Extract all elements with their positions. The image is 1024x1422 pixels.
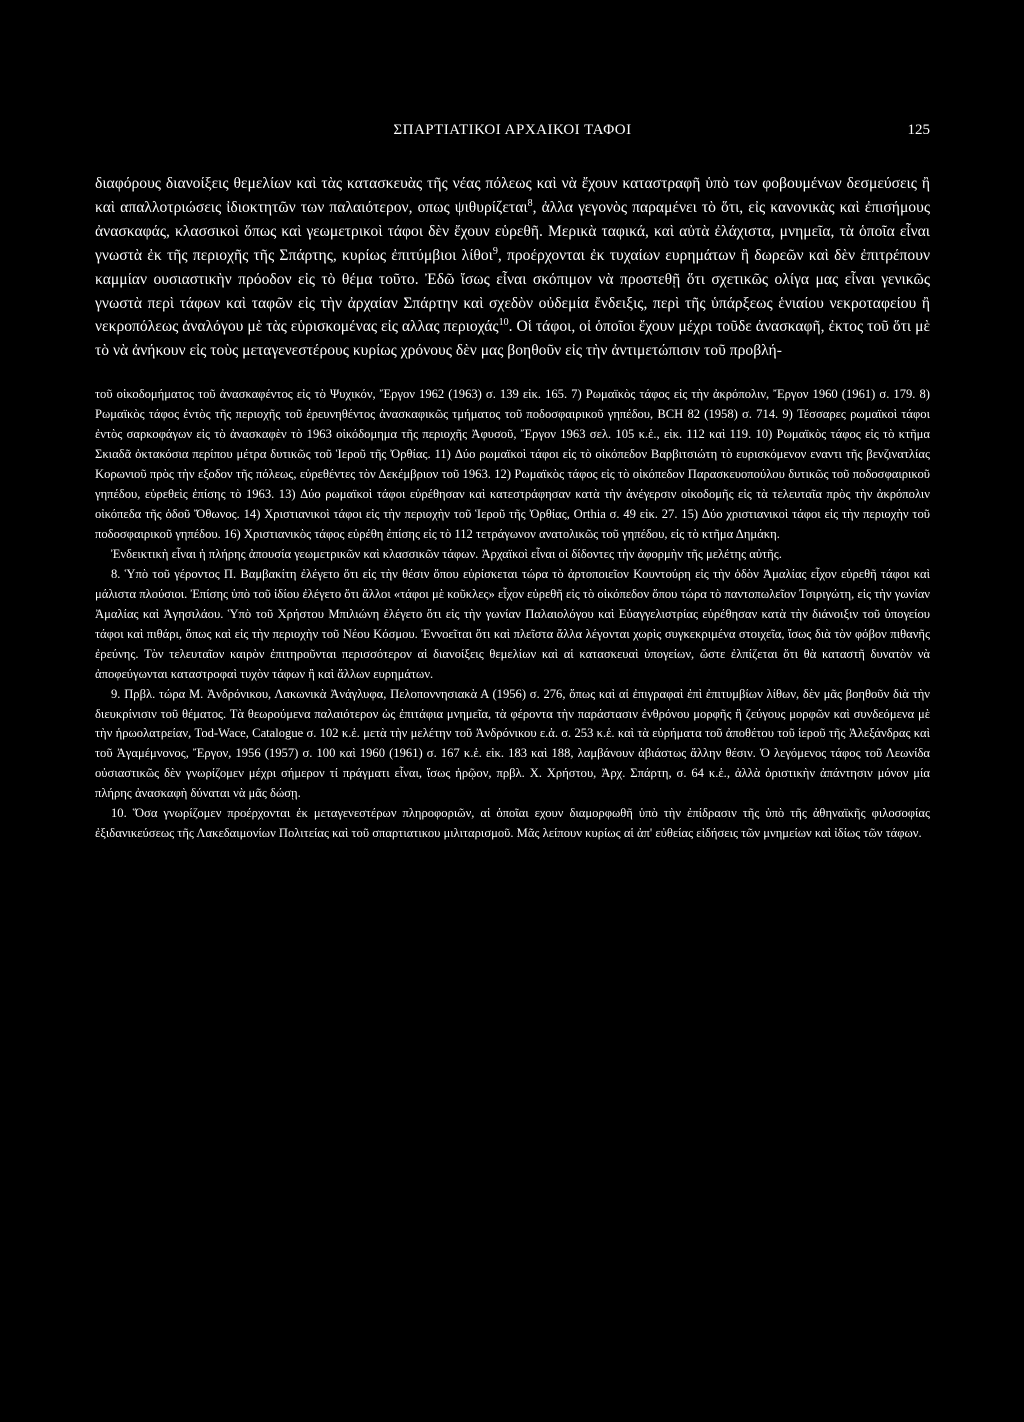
page-number: 125 bbox=[907, 122, 930, 138]
footnote-7-continuation: τοῦ οἰκοδομήματος τοῦ ἀνασκαφέντος εἰς τὸ Ψυχικόν, Ἔργον 1962 (1963) σ. 139 εἰκ. 165. 7) Ρωμαϊκὸς τάφος εἰς τὴν ἀκρόπολιν, Ἔργον 1960 (1961) σ. 179. 8) Ρωμαϊκὸς τάφος ἐντὸς τῆς περιοχῆς τοῦ ἐρευνηθέντος ἀνασκαφικῶς τμήματος τοῦ ποδοσφαιρικοῦ γηπέδου, BCH 82 (1958) σ. 714. 9) Τέσσαρες ρωμαϊκοὶ τάφοι ἐντὸς σαρκοφάγων εἰς τὸ ἀνασκαφὲν τὸ 1963 οἰκόδομημα τῆς περιοχῆς Ἀφυσοῦ, Ἔργον 1963 σελ. 105 κ.ἑ., εἰκ. 112 καὶ 119. 10) Ρωμαϊκὸς τάφος εἰς τὸ κτῆμα Σκιαδᾶ ὀκτακόσια περίπου μέτρα δυτικῶς τοῦ Ἱεροῦ τῆς Ὀρθίας. 11) Δύο ρωμαϊκοὶ τάφοι εἰς τὸ οἰκόπεδον Βαρβιτσιώτη τὸ ευρισκόμενον εναντι τῆς βενζινατλίας Κορωνιοῦ πρὸς τὴν εξοδον τῆς πόλεως, εὑρεθέντες τὸν Δεκέμβριον τοῦ 1963. 12) Ρωμαϊκὸς τάφος εἰς τὸ οἰκόπεδον Παρασκευοπούλου δυτικῶς τοῦ ποδοσφαιρικοῦ γηπέδου, εὑρεθεὶς ἐπίσης τὸ 1963. 13) Δύο ρωμαϊκοὶ τάφοι εὑρέθησαν καὶ κατεστράφησαν κατὰ τὴν ἀνέγερσιν οἰκοδομῆς εἰς τὰ τελευταῖα πρὸς τὴν ἀκρόπολιν οἰκόπεδα τῆς ὁδοῦ Ὄθωνος. 14) Χριστιανικοὶ τάφοι εἰς τὴν περιοχὴν τοῦ Ἱεροῦ τῆς Ὀρθίας, Orthia σ. 49 εἰκ. 27. 15) Δύο χριστιανικοὶ τάφοι εἰς τὴν περιοχὴν τοῦ ποδοσφαιρικοῦ γηπέδου. 16) Χριστιανικὸς τάφος εὑρέθη ἐπίσης εἰς τὸ 112 τετράγωνον ανατολικῶς τοῦ γηπέδου, εἰς τὸ κτῆμα Δημάκη. bbox=[95, 387, 930, 541]
footnotes bbox=[95, 385, 930, 844]
footnote-ref-8: 8 bbox=[527, 197, 533, 209]
footnote-10: 10. Ὅσα γνωρίζομεν προέρχονται ἐκ μεταγενεστέρων πληροφοριῶν, αἱ ὁποῖαι εχουν διαμορφωθῆ ὑπὸ τὴν ἐπίδρασιν τῆς ὑπὸ τῆς ἀθηναϊκῆς φιλοσοφίας ἐξιδανικεύσεως τῆς Λακεδαιμονίων Πολιτείας καὶ τοῦ σπαρτιατικου μιλιταρισμοῦ. Μᾶς λείπουν κυρίως αἱ ἀπ' εὐθείας εἰδήσεις τῶν μνημείων καὶ ἰδίως τῶν τάφων. bbox=[95, 806, 930, 841]
footnote-8: 8. Ὑπὸ τοῦ γέροντος Π. Βαμβακίτη ἐλέγετο ὅτι εἰς τὴν θέσιν ὅπου εὑρίσκεται τώρα τὸ ἀρτοποιεῖον Κουντούρη εἰς τὴν ὁδὸν Ἀμαλίας εἶχον εὑρεθῆ τάφοι καὶ μάλιστα πλούσιοι. Ἐπίσης ὑπὸ τοῦ ἰδίου ἐλέγετο ὅτι ἄλλοι «τάφοι μὲ κοῦκλες» εἶχον εὑρεθῆ εἰς τὸ οἰκόπεδον ὅπου τώρα τὸ παντοπωλεῖον Τσιριγώτη, εἰς τὴν γωνίαν Ἀμαλίας καὶ Ἀγησιλάου. Ὑπὸ τοῦ Χρήστου Μπιλιώνη ἐλέγετο ὅτι εἰς τὴν γωνίαν Παλαιολόγου καὶ Εὐαγγελιστρίας εὑρέθησαν κατὰ τὴν διάνοιξιν τοῦ ὑπογείου τάφοι καὶ πιθάρι, ὅπως καὶ εἰς τὴν περιοχὴν τοῦ Νέου Κόσμου. Ἐννοεῖται ὅτι καὶ πλεῖστα ἄλλα λέγονται χωρὶς συγκεκριμένα στοιχεῖα, ἴσως διὰ τὸν φόβον πιθανῆς ἐρεύνης. Τὸν τελευταῖον καιρὸν ἐπιτηροῦνται περισσότερον αἱ διανοίξεις θεμελίων καὶ αἱ κατασκευαὶ ὑπογείων, ὥστε ἐλπίζεται ὅτι θὰ καταστῆ δυνατὸν νὰ ἀποφεύγωνται καταστροφαὶ τυχὸν τάφων ἢ καὶ ἄλλων ευρημάτων. bbox=[95, 566, 930, 681]
main-text-part-2: , ἀλλα γεγονὸς παραμένει τὸ ὅτι, εἰς κανονικὰς καὶ ἐπισήμους ἀνασκαφάς, κλασσικοὶ ὅπως καὶ γεωμετρικοὶ τάφοι δὲν ἔχουν εὑρεθῆ. Μερικὰ ταφικά, καὶ αὐτὰ ἐλάχιστα, μνημεῖα, τὰ ὁποῖα εἶναι γνωστὰ ἐκ τῆς περιοχῆς τῆς Σπάρτης, κυρίως ἐπιτύμβιοι λίθοι bbox=[95, 198, 930, 264]
footnote-7-tail: Ἐνδεικτικὴ εἶναι ἡ πλήρης ἀπουσία γεωμετρικῶν καὶ κλασσικῶν τάφων. Ἀρχαϊκοὶ εἶναι οἱ δίδοντες τὴν ἀφορμὴν τῆς μελέτης αὐτῆς. bbox=[111, 546, 782, 561]
footnote-ref-10: 10 bbox=[498, 317, 509, 329]
running-title: ΣΠΑΡΤΙΑΤΙΚΟΙ ΑΡΧΑΙΚΟΙ ΤΑΦΟΙ bbox=[393, 122, 632, 138]
footnote-ref-9: 9 bbox=[492, 245, 498, 257]
page-header bbox=[95, 118, 930, 148]
document-page bbox=[95, 118, 930, 844]
main-text bbox=[95, 172, 930, 363]
footnote-9: 9. Πρβλ. τώρα Μ. Ἀνδρόνικου, Λακωνικὰ Ἀνάγλυφα, Πελοποννησιακὰ Α (1956) σ. 276, ὅπως καὶ αἱ ἐπιγραφαὶ ἐπὶ ἐπιτυμβίων λίθων, δὲν μᾶς βοηθοῦν διὰ τὴν διευκρίνισιν τοῦ θέματος. Τὰ θεωρούμενα παλαιότερον ὡς ἐπιτάφια μνημεῖα, τὰ φέροντα τὴν παράστασιν ἐνθρόνου μορφῆς ἢ ζεύγους μορφῶν καὶ συνδεόμενα μὲ τὴν ἡρωολατρείαν, Tod-Wace, Catalogue σ. 102 κ.ἑ. μετὰ τὴν μελέτην τοῦ Ἀνδρόνικου ε.ἀ. σ. 253 κ.ἑ. καὶ τὰ εὑρήματα τοῦ ἀποθέτου τοῦ ἱεροῦ τῆς Ἀλεξάνδρας καὶ τοῦ Ἀγαμέμνονος, Ἔργον, 1956 (1957) σ. 100 καὶ 1960 (1961) σ. 167 κ.ἑ. εἰκ. 183 καὶ 188, λαμβάνουν ἀβιάστως ἄλλην θέσιν. Ὁ λεγόμενος τάφος τοῦ Λεωνίδα οὐσιαστικῶς δὲν γνωρίζομεν μέχρι σήμερον τί πράγματι εἶναι, ἴσως ἡρῷον, πρβλ. Χ. Χρήστου, Ἀρχ. Σπάρτη, σ. 64 κ.ἑ., ἀλλὰ ὁριστικὴν ἀπάντησιν μόνον μία πλήρης ἀνασκαφὴ δύναται νὰ μᾶς δώσῃ. bbox=[95, 686, 930, 801]
main-paragraph bbox=[95, 172, 930, 363]
main-text-part-4: . Οἱ τάφοι, οἱ ὁποῖοι ἔχουν μέχρι τοῦδε ἀνασκαφῆ, ἐκτος τοῦ ὅτι μὲ τὸ νὰ ἀνήκουν εἰς τοὺς μεταγενεστέρους κυρίως χρόνους δὲν μας βοηθοῦν εἰς τὴν ἀντιμετώπισιν τοῦ προβλή- bbox=[95, 318, 930, 360]
main-text-part-1: διαφόρους διανοίξεις θεμελίων καὶ τὰς κατασκευὰς τῆς νέας πόλεως καὶ νὰ ἔχουν καταστραφῆ ὑπὸ των φοβουμένων δεσμεύσεις ἢ καὶ απαλλοτριώσεις ἰδιοκτητῶν των παλαιότερον, οπως ψιθυρίζεται bbox=[95, 175, 930, 216]
main-text-part-3: , προέρχονται ἐκ τυχαίων ευρημάτων ἢ δωρεῶν καὶ δὲν ἐπιτρέπουν καμμίαν ουσιαστικὴν πρόοδον εἰς τὸ θέμα τοῦτο. Ἐδῶ ἴσως εἶναι σκόπιμον νὰ προστεθῇ ὅτι σχετικῶς ολίγα μας εἶναι γενικῶς γνωστὰ περὶ τάφων καὶ ταφῶν εἰς τὴν ἀρχαίαν Σπάρτην καὶ σχεδὸν οὐδεμία ἔνδειξις, περὶ τῆς ὑπάρξεως ἑνιαίου νεκροταφείου ἢ νεκροπόλεως ἀναλόγου μὲ τὰς εὑρισκομένας εἰς αλλας περιοχάς bbox=[95, 246, 930, 336]
